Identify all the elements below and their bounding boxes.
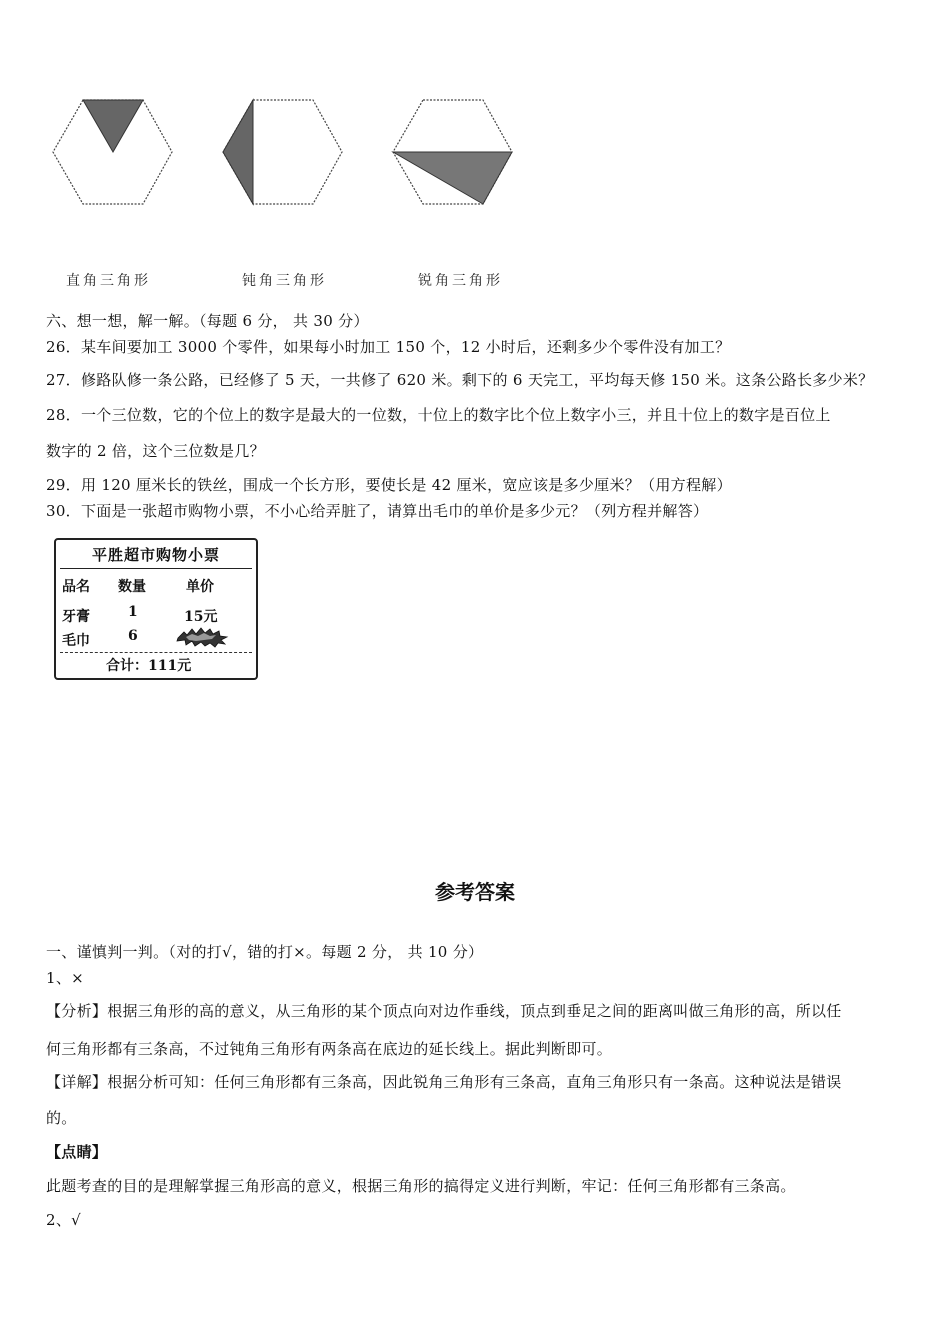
receipt-row-name: 牙膏 (62, 609, 90, 625)
shopping-receipt (54, 538, 258, 680)
analysis-line2: 何三角形都有三条高，不过钝角三角形有两条高在底边的延长线上。据此判断即可。 (46, 1040, 613, 1058)
question-30: 30．下面是一张超市购物小票，不小心给弄脏了，请算出毛巾的单价是多少元？（列方程并解答） (46, 502, 709, 520)
label-acute-triangle: 锐角三角形 (418, 273, 503, 289)
analysis-line1: 【分析】根据三角形的高的意义，从三角形的某个顶点向对边作垂线，顶点到垂足之间的距离叫做三角形的高，所以任 (46, 1002, 842, 1020)
answer-1: 1、× (46, 969, 85, 987)
answers-section1-heading: 一、谨慎判一判。（对的打√，错的打×。每题 2 分， 共 10 分） (46, 943, 484, 961)
receipt-header-qty: 数量 (118, 579, 146, 595)
receipt-row-qty: 6 (128, 628, 138, 644)
comment-text: 此题考查的目的是理解掌握三角形高的意义，根据三角形的搞得定义进行判断，牢记：任何三角形都有三条高。 (46, 1177, 796, 1195)
answers-title: 参考答案 (435, 880, 515, 904)
receipt-row-qty: 1 (128, 604, 138, 620)
label-obtuse-triangle: 钝角三角形 (242, 273, 327, 289)
receipt-header-name: 品名 (62, 579, 90, 595)
hexagon-figures (40, 90, 540, 215)
section6-heading: 六、想一想，解一解。（每题 6 分， 共 30 分） (46, 312, 369, 330)
hexagon-obtuse-triangle (223, 100, 342, 204)
question-28-line1: 28．一个三位数，它的个位上的数字是最大的一位数，十位上的数字比个位上数字小三，并且十位上的数字是百位上 (46, 406, 831, 424)
receipt-rule (60, 568, 252, 569)
receipt-dashed-rule (60, 652, 252, 653)
receipt-row-price: 15元 (184, 609, 218, 625)
label-right-triangle: 直角三角形 (66, 273, 151, 289)
receipt-row-name: 毛巾 (62, 633, 90, 649)
ink-smudge-icon (174, 626, 230, 648)
receipt-total: 合计：111元 (106, 658, 192, 674)
question-29: 29．用 120 厘米长的铁丝，围成一个长方形，要使长是 42 厘米，宽应该是多少厘米？（用方程解） (46, 476, 732, 494)
question-26: 26．某车间要加工 3000 个零件，如果每小时加工 150 个，12 小时后，还剩多少个零件没有加工？ (46, 338, 731, 356)
question-27: 27．修路队修一条公路，已经修了 5 天，一共修了 620 米。剩下的 6 天完工，平均每天修 150 米。这条公路长多少米？ (46, 371, 874, 389)
receipt-header-price: 单价 (186, 579, 214, 595)
answer-2: 2、√ (46, 1211, 82, 1229)
comment-heading: 【点睛】 (46, 1143, 108, 1161)
detail-line2: 的。 (46, 1109, 77, 1127)
hexagon-right-triangle (53, 100, 172, 204)
question-28-line2: 数字的 2 倍，这个三位数是几？ (46, 442, 265, 460)
detail-line1: 【详解】根据分析可知：任何三角形都有三条高，因此锐角三角形有三条高，直角三角形只有一条高。这种说法是错误 (46, 1073, 842, 1091)
hexagon-acute-triangle (393, 100, 512, 204)
receipt-title: 平胜超市购物小票 (91, 546, 220, 564)
